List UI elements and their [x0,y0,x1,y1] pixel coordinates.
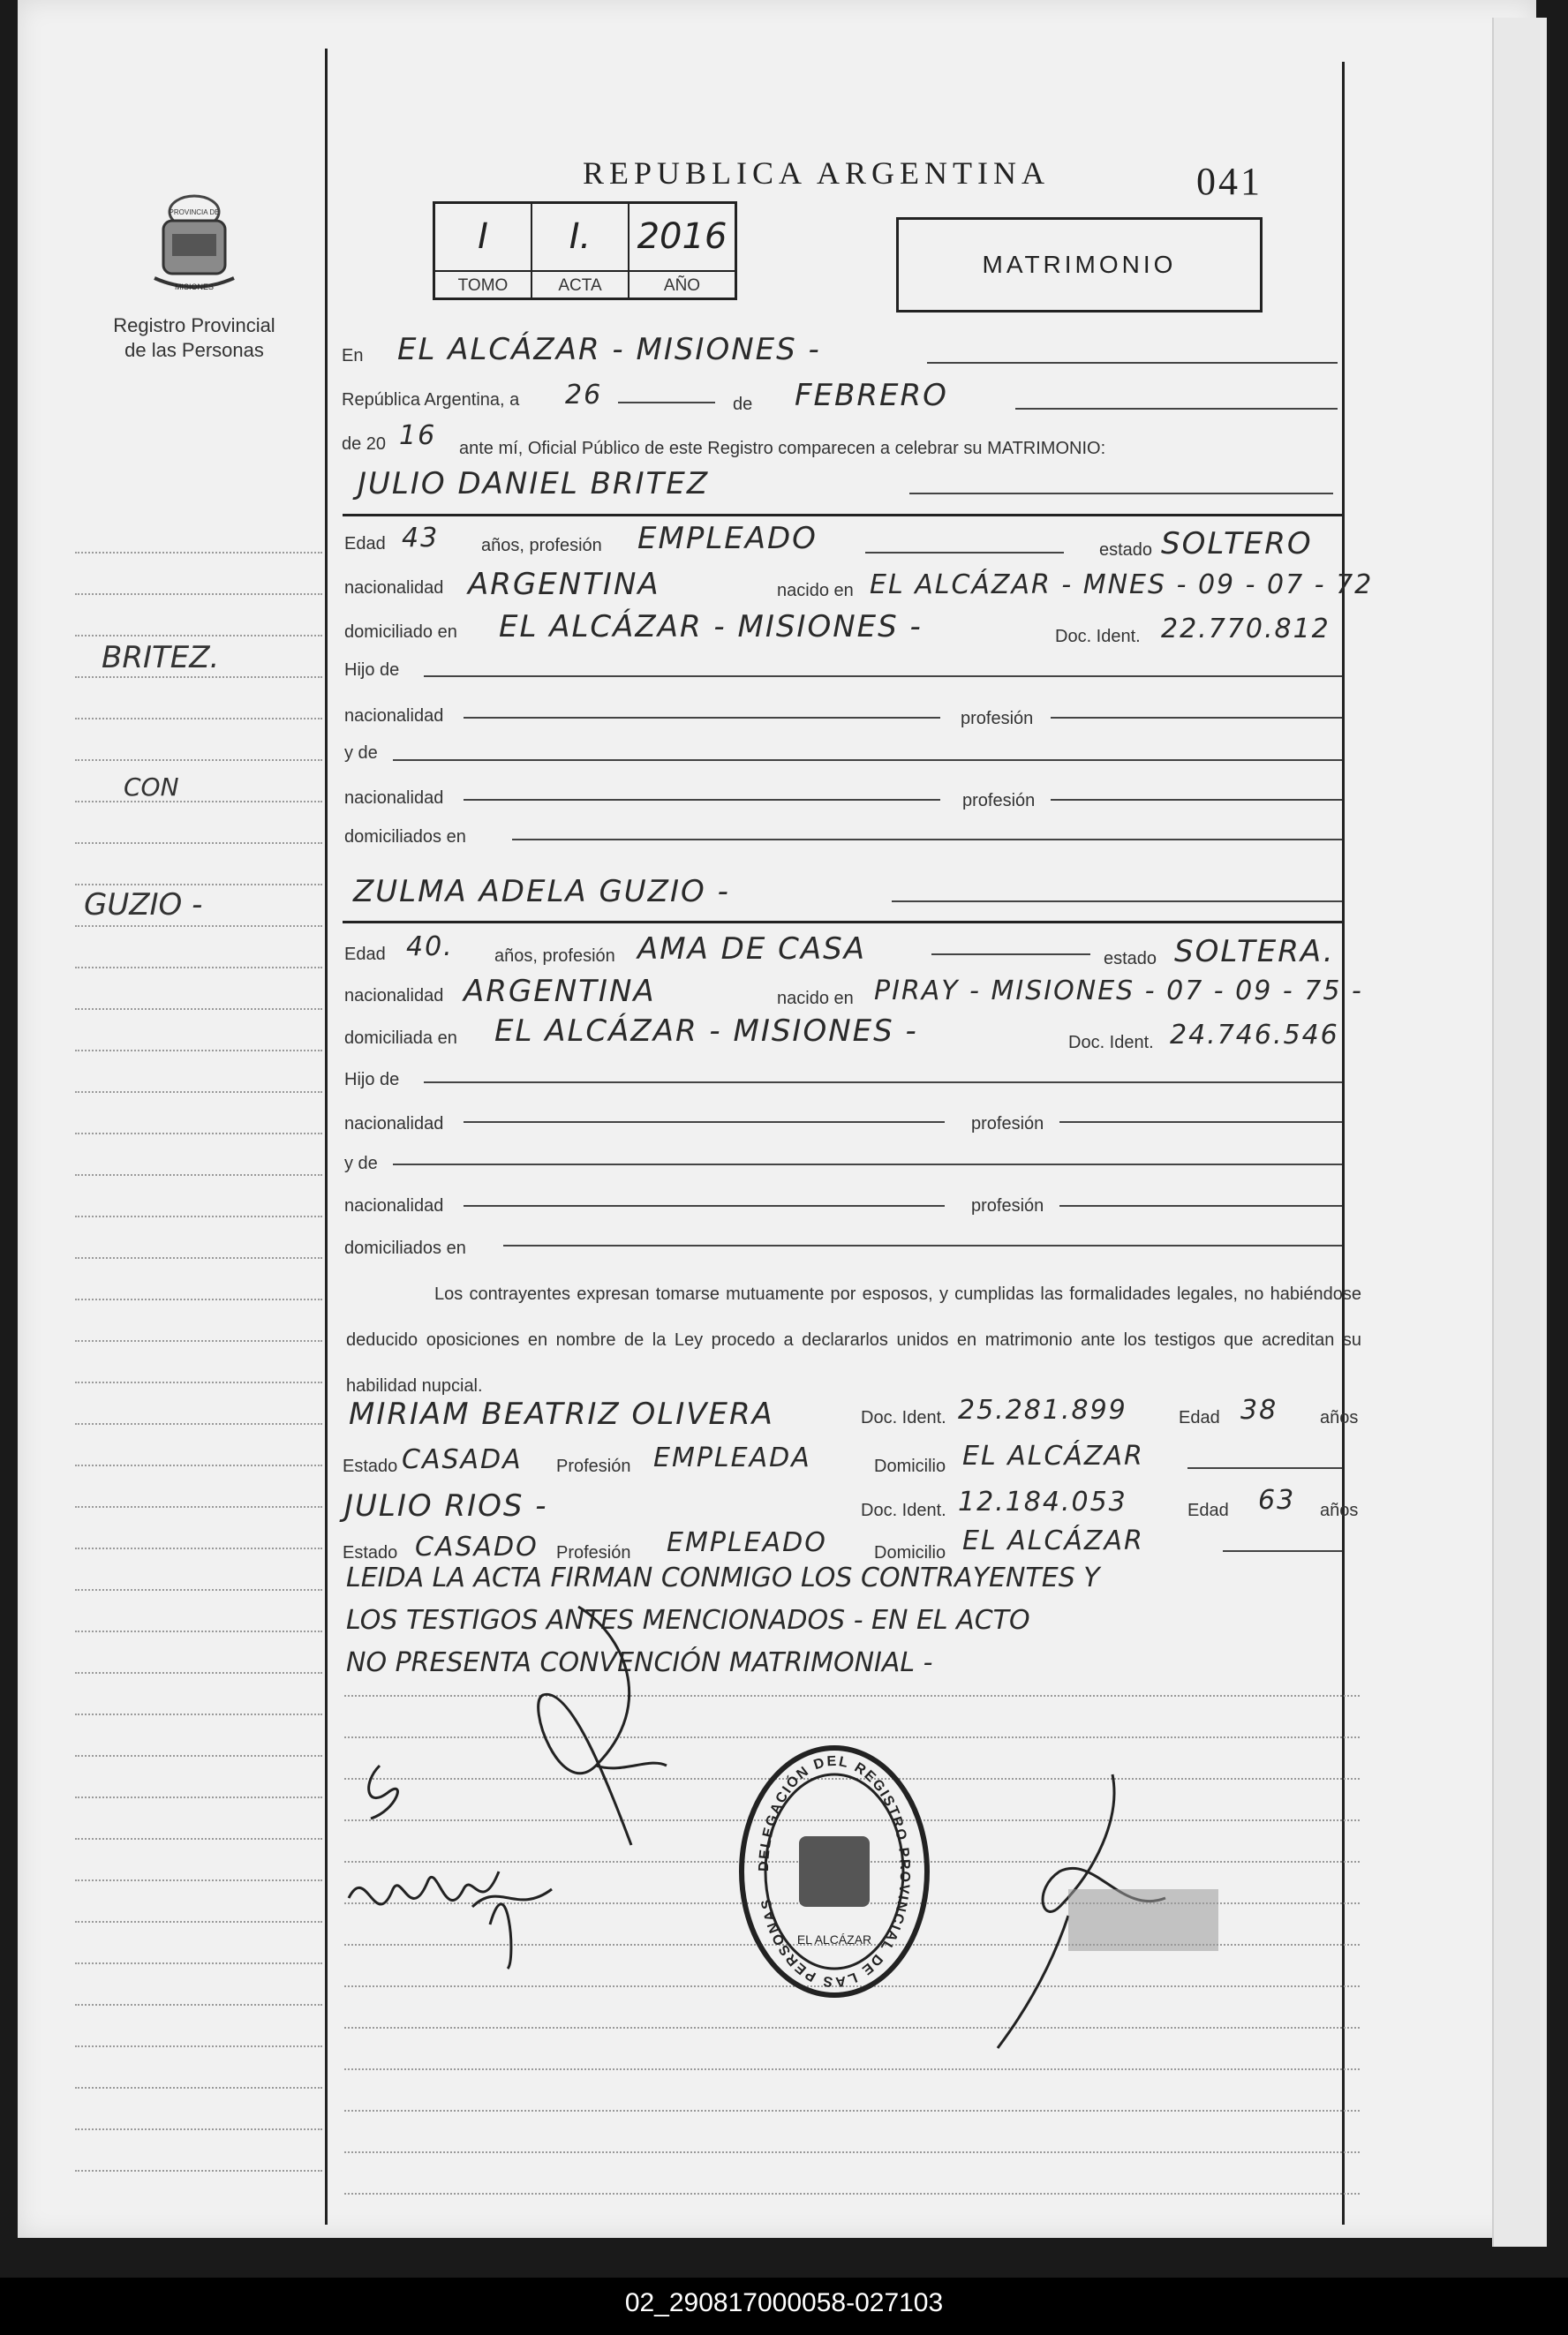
margin-ruled-line [75,1548,322,1549]
margin-divider-line [325,49,328,2225]
margin-ruled-line [75,1340,322,1342]
spouse1-nac2-label: nacionalidad [344,706,444,726]
margin-ruled-line [75,1755,322,1757]
issuer-line-1: Registro Provincial [113,314,275,336]
spouse1-name-underline [909,493,1333,494]
witness2-edad-label: Edad [1187,1501,1229,1520]
right-border-line [1342,62,1345,2225]
witness1-address: EL ALCÁZAR [962,1441,1144,1472]
spouse2-doc: 24.746.546 [1170,1020,1339,1051]
margin-ruled-line [75,1050,322,1051]
margin-ruled-line [75,1008,322,1010]
official-stamp [733,1739,936,2004]
witness2-doc-label: Doc. Ident. [861,1501,946,1520]
margin-ruled-line [75,676,322,678]
spouse1-yde-underline [393,759,1342,761]
spouse2-nac3-underline [464,1205,945,1207]
place-underline [927,362,1338,364]
margin-note-con: CON [124,772,179,802]
margin-ruled-line [75,2128,322,2130]
margin-ruled-line [75,1299,322,1300]
margin-ruled-line [75,2004,322,2006]
margin-ruled-line [75,2087,322,2089]
spouse1-prof2-label: profesión [961,709,1034,728]
spouse2-hijo-underline [424,1081,1342,1083]
margin-ruled-line [75,1174,322,1176]
spouse1-hijo-underline [424,675,1342,677]
spouse2-hijo-label: Hijo de [344,1070,400,1089]
spouse2-nacionalidad-label: nacionalidad [344,986,444,1006]
witness1-anos-label: años [1320,1408,1359,1427]
main-ruled-line [344,2151,1360,2153]
spouse2-yde-label: y de [344,1154,378,1173]
main-ruled-line [344,1736,1360,1738]
spouse1-nac2-underline [464,717,940,719]
spouse2-address: EL ALCÁZAR - MISIONES - [494,1013,918,1049]
spouse1-name: JULIO DANIEL BRITEZ [358,466,710,501]
day-underline [618,402,715,403]
margin-note-guzio: GUZIO - [84,887,203,923]
spouse2-nac3-label: nacionalidad [344,1196,444,1216]
note-line-2: LOS TESTIGOS ANTES MENCIONADOS - EN EL ACTO [346,1605,1030,1636]
page-edge [1492,18,1547,2247]
spouse1-domiciliados-label: domiciliados en [344,827,466,847]
spouse2-prof3-underline [1059,1205,1342,1207]
witness1-name: MIRIAM BEATRIZ OLIVERA [349,1397,774,1432]
anio-value: 2016 [637,216,727,257]
margin-ruled-line [75,1133,322,1134]
spouse2-name-underline [892,900,1342,902]
spouse1-nac3-label: nacionalidad [344,788,444,808]
margin-ruled-line [75,801,322,802]
spouse2-nac2-label: nacionalidad [344,1114,444,1134]
spouse2-nationality: ARGENTINA [464,974,656,1009]
margin-ruled-line [75,1382,322,1383]
tomo-value: I [435,204,532,270]
margin-ruled-line [75,925,322,927]
issuer-line-2: de las Personas [124,339,264,361]
day-value: 26 [565,380,603,411]
declaration-text: Los contrayentes expresan tomarse mutuamente por esposos, y cumplidas las formalidades legales, no habiéndose deducido oposiciones en nombre de la Ley procedo a declararlos unidos en matrimonio ante los testigos que acreditan su habilidad nupcial. [346,1284,1361,1396]
spouse1-estado-label: estado [1099,540,1153,560]
spouse1-status: SOLTERO [1161,526,1313,561]
margin-ruled-line [75,1714,322,1715]
spouse2-yde-underline [393,1164,1342,1165]
margin-ruled-line [75,1672,322,1674]
scan-id: 02_290817000058-027103 [624,2288,944,2317]
spouse1-edad-label: Edad [344,534,386,554]
spouse1-nacionalidad-label: nacionalidad [344,578,444,598]
issuer-name [84,313,305,363]
main-ruled-line [344,1695,1360,1697]
year-suffix-value: 16 [399,420,437,451]
acta-value: I. [532,204,629,270]
spouse1-doc-label: Doc. Ident. [1055,627,1141,646]
witness1-doc: 25.281.899 [958,1395,1127,1426]
tomo-acta-anio-box [433,201,737,300]
margin-ruled-line [75,635,322,636]
margin-ruled-line [75,718,322,719]
witness1-edad-label: Edad [1179,1408,1220,1427]
note-line-1: LEIDA LA ACTA FIRMAN CONMIGO LOS CONTRAYENTES Y [346,1563,1100,1593]
spouse1-domicilio-label: domiciliado en [344,622,457,642]
spouse1-address: EL ALCÁZAR - MISIONES - [499,609,923,644]
spouse2-separator [343,921,1342,923]
spouse1-doc: 22.770.812 [1161,614,1331,644]
margin-ruled-line [75,2045,322,2047]
margin-ruled-line [75,552,322,554]
margin-ruled-line [75,967,322,968]
spouse2-anos-prof-label: años, profesión [494,946,615,966]
witness1-address-underline [1187,1467,1342,1469]
page-number: 041 [1196,160,1263,203]
margin-ruled-line [75,1962,322,1964]
anio-label: AÑO [629,270,735,300]
margin-ruled-line [75,842,322,844]
witness1-status: CASADA [402,1444,523,1475]
witness2-profession: EMPLEADO [667,1527,827,1558]
svg-text:DELEGACIÓN DEL REGISTRO PROVIN: DELEGACIÓN DEL REGISTRO PROVINCIAL DE LAS PERSONAS [756,1753,913,1990]
signature-1 [353,1757,424,1827]
spouse2-prof2-underline [1059,1121,1342,1123]
country-heading: REPUBLICA ARGENTINA [583,155,1051,191]
spouse1-nationality: ARGENTINA [468,567,660,602]
spouse1-separator [343,514,1342,516]
main-ruled-line [344,2068,1360,2070]
spouse2-age: 40. [406,931,454,962]
margin-ruled-line [75,2170,322,2172]
witness2-estado-label: Estado [343,1543,398,1563]
witness2-address-underline [1223,1550,1342,1552]
margin-ruled-line [75,1879,322,1881]
de-month-label: de [733,395,753,414]
witness1-profesion-label: Profesión [556,1457,631,1476]
spouse2-birth: PIRAY - MISIONES - 07 - 09 - 75 - [874,975,1363,1006]
spouse2-domiciliados-label: domiciliados en [344,1239,466,1258]
spouse1-nac3-underline [464,799,940,801]
margin-ruled-line [75,759,322,761]
month-value: FEBRERO [795,378,948,413]
spouse1-hijo-label: Hijo de [344,660,400,680]
spouse2-edad-label: Edad [344,945,386,964]
margin-ruled-line [75,1423,322,1425]
margin-note-britez: BRITEZ. [102,640,220,675]
spouse2-nac2-underline [464,1121,945,1123]
witness2-status: CASADO [415,1532,539,1563]
witness1-profession: EMPLEADA [653,1442,811,1473]
margin-ruled-line [75,1216,322,1217]
witness2-anos-label: años [1320,1501,1359,1520]
svg-text:EL ALCÁZAR: EL ALCÁZAR [796,1932,872,1947]
margin-ruled-line [75,1589,322,1591]
margin-ruled-line [75,1257,322,1259]
witness1-age: 38 [1240,1395,1278,1426]
spouse1-domiciliados-underline [512,839,1342,840]
spouse1-prof3-underline [1051,799,1342,801]
margin-ruled-line [75,593,322,595]
witness2-address: EL ALCÁZAR [962,1525,1144,1556]
spouse2-status: SOLTERA. [1174,934,1335,969]
margin-ruled-line [75,1921,322,1923]
signature-3 [340,1845,569,1977]
acta-label: ACTA [532,270,629,300]
margin-ruled-line [75,1631,322,1632]
month-underline [1015,408,1338,410]
margin-ruled-line [75,1506,322,1508]
ante-text: ante mí, Oficial Público de este Registro comparecen a celebrar su MATRIMONIO: [459,439,1106,458]
spouse1-profession-underline [865,552,1064,554]
spouse1-nacido-label: nacido en [777,581,854,600]
spouse2-nacido-label: nacido en [777,989,854,1008]
margin-ruled-line [75,1091,322,1093]
witness1-domicilio-label: Domicilio [874,1457,946,1476]
misiones-coat-of-arms-logo [141,185,247,300]
margin-ruled-line [75,1465,322,1466]
tomo-label: TOMO [435,270,532,300]
republica-label: República Argentina, a [342,390,520,410]
spouse2-profession: AMA DE CASA [637,931,866,967]
main-ruled-line [344,2110,1360,2112]
margin-ruled-line [75,1796,322,1798]
spouse2-domicilio-label: domiciliada en [344,1028,457,1048]
witness2-doc: 12.184.053 [958,1487,1127,1518]
witness2-name: JULIO RIOS - [344,1488,548,1524]
witness2-profesion-label: Profesión [556,1543,631,1563]
witness2-domicilio-label: Domicilio [874,1543,946,1563]
spouse1-yde-label: y de [344,743,378,763]
spouse2-profession-underline [931,953,1090,955]
spouse1-prof3-label: profesión [962,791,1036,810]
witness1-doc-label: Doc. Ident. [861,1408,946,1427]
spouse2-prof3-label: profesión [971,1196,1044,1216]
svg-text:MISIONES: MISIONES [174,282,215,291]
signature-2 [508,1598,684,1863]
spouse2-domiciliados-underline [503,1245,1342,1247]
spouse2-name: ZULMA ADELA GUZIO - [353,874,730,909]
spouse1-prof2-underline [1051,717,1342,719]
signature-4 [962,1766,1227,2057]
document-type-box: MATRIMONIO [896,217,1263,313]
margin-ruled-line [75,1838,322,1840]
en-label: En [342,346,364,365]
svg-text:PROVINCIA DE: PROVINCIA DE [169,208,220,216]
spouse1-anos-prof-label: años, profesión [481,536,602,555]
spouse1-profession: EMPLEADO [637,521,818,556]
de-year-label: de 20 [342,434,387,454]
main-ruled-line [344,2193,1360,2195]
margin-ruled-line [75,884,322,885]
spouse2-estado-label: estado [1104,949,1157,968]
spouse2-doc-label: Doc. Ident. [1068,1033,1154,1052]
witness2-age: 63 [1258,1485,1296,1516]
witness1-estado-label: Estado [343,1457,398,1476]
spouse1-age: 43 [402,523,440,554]
spouse2-prof2-label: profesión [971,1114,1044,1134]
place-value: EL ALCÁZAR - MISIONES - [397,332,821,367]
note-line-3: NO PRESENTA CONVENCIÓN MATRIMONIAL - [346,1647,933,1678]
spouse1-birth: EL ALCÁZAR - MNES - 09 - 07 - 72 [870,569,1374,600]
